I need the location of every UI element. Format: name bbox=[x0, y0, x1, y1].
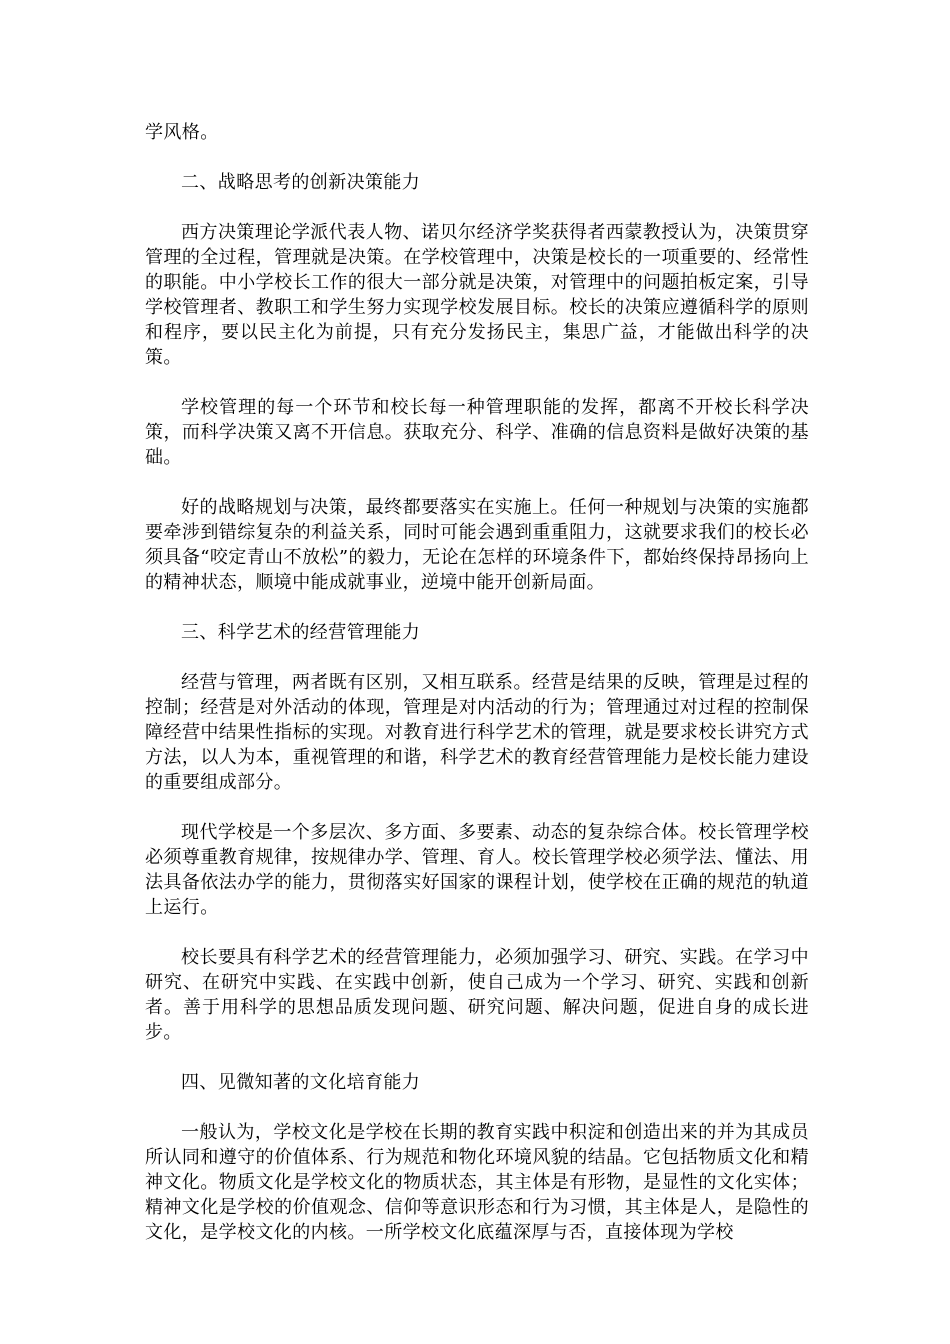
paragraph: 一般认为，学校文化是学校在长期的教育实践中积淀和创造出来的并为其成员所认同和遵守的价值体系、行为规范和物化环境风貌的结晶。它包括物质文化和精神文化。物质文化是学校文化的物质状态，其主体是有形物，是显性的文化实体；精神文化是学校的价值观念、信仰等意识形态和行为习惯，其主体是人，是隐性的文化，是学校文化的内核。一所学校文化底蕴深厚与否，直接体现为学校 bbox=[145, 1122, 809, 1243]
section-heading-4: 四、见微知著的文化培育能力 bbox=[181, 1072, 421, 1093]
paragraph: 现代学校是一个多层次、多方面、多要素、动态的复杂综合体。校长管理学校必须尊重教育规律，按规律办学、管理、育人。校长管理学校必须学法、懂法、用法具备依法办学的能力，贯彻落实好国家的课程计划，使学校在正确的规范的轨道上运行。 bbox=[145, 822, 809, 918]
paragraph: 西方决策理论学派代表人物、诺贝尔经济学奖获得者西蒙教授认为，决策贯穿管理的全过程，管理就是决策。在学校管理中，决策是校长的一项重要的、经常性的职能。中小学校长工作的很大一部分就是决策，对管理中的问题拍板定案，引导学校管理者、教职工和学生努力实现学校发展目标。校长的决策应遵循科学的原则和程序，要以民主化为前提，只有充分发扬民主，集思广益，才能做出科学的决策。 bbox=[145, 222, 809, 368]
paragraph: 校长要具有科学艺术的经营管理能力，必须加强学习、研究、实践。在学习中研究、在研究中实践、在实践中创新，使自己成为一个学习、研究、实践和创新者。善于用科学的思想品质发现问题、研究问题、解决问题，促进自身的成长进步。 bbox=[145, 947, 809, 1043]
paragraph: 经营与管理，两者既有区别，又相互联系。经营是结果的反映，管理是过程的控制；经营是对外活动的体现，管理是对内活动的行为；管理通过对过程的控制保障经营中结果性指标的实现。对教育进行科学艺术的管理，就是要求校长讲究方式方法，以人为本，重视管理的和谐，科学艺术的教育经营管理能力是校长能力建设的重要组成部分。 bbox=[145, 672, 809, 793]
document-page bbox=[145, 120, 809, 1270]
paragraph: 好的战略规划与决策，最终都要落实在实施上。任何一种规划与决策的实施都要牵涉到错综复杂的利益关系，同时可能会遇到重重阻力，这就要求我们的校长必须具备“咬定青山不放松”的毅力，无论在怎样的环境条件下，都始终保持昂扬向上的精神状态，顺境中能成就事业，逆境中能开创新局面。 bbox=[145, 497, 809, 593]
paragraph-continuation: 学风格。 bbox=[145, 122, 219, 143]
section-heading-3: 三、科学艺术的经营管理能力 bbox=[181, 622, 421, 643]
paragraph: 学校管理的每一个环节和校长每一种管理职能的发挥，都离不开校长科学决策，而科学决策又离不开信息。获取充分、科学、准确的信息资料是做好决策的基础。 bbox=[145, 397, 809, 468]
section-heading-2: 二、战略思考的创新决策能力 bbox=[181, 172, 421, 193]
